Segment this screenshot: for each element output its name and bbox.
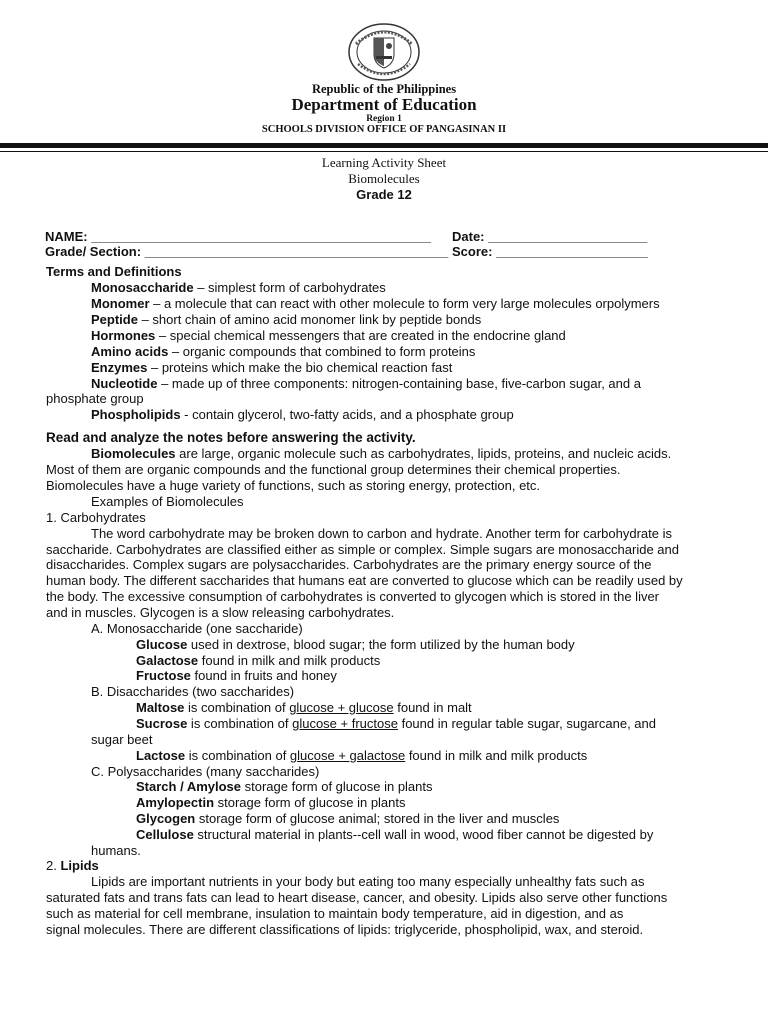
score-blank: _____________________: [496, 244, 648, 259]
name-blank: _______________________________________________: [91, 229, 432, 244]
list-item: Fructose found in fruits and honey: [136, 668, 337, 683]
region-label: Region 1: [366, 114, 402, 124]
paragraph-line: disaccharides. Complex sugars are polysaccharides. Carbohydrates are the primary energy source of the: [46, 557, 652, 572]
list-item: Starch / Amylose storage form of glucose in plants: [136, 779, 433, 794]
name-label: NAME:: [45, 229, 92, 244]
paragraph-line: and in muscles. Glycogen is a slow releasing carbohydrates.: [46, 605, 395, 620]
examples-heading: Examples of Biomolecules: [91, 494, 244, 509]
date-field[interactable]: [452, 229, 647, 244]
score-field[interactable]: [452, 244, 648, 259]
date-label: Date:: [452, 229, 489, 244]
paragraph-line: signal molecules. There are different classifications of lipids: triglyceride, phospholipid, wax, and steroid.: [46, 922, 644, 937]
header-rule-thin: [0, 151, 768, 152]
header-rule-thick: [0, 143, 768, 148]
term-item: Phospholipids - contain glycerol, two-fatty acids, and a phosphate group: [91, 407, 514, 422]
paragraph-line: human body. The different saccharides that humans eat are converted to glucose which can be readily used by: [46, 573, 683, 588]
list-item: Amylopectin storage form of glucose in plants: [136, 795, 406, 810]
paragraph-line: The word carbohydrate may be broken down to carbon and hydrate. Another term for carbohydrate is: [91, 526, 672, 541]
term-item: Monomer – a molecule that can react with other molecule to form very large molecules orpolymers: [91, 296, 660, 311]
list-item: Lactose is combination of glucose + galactose found in milk and milk products: [136, 748, 588, 763]
term-item-continued: phosphate group: [46, 391, 144, 406]
monosaccharide-heading: A. Monosaccharide (one saccharide): [91, 621, 303, 636]
grade-section-label: Grade/ Section:: [45, 244, 145, 259]
list-item-continued: sugar beet: [91, 732, 153, 747]
paragraph-line: Lipids are important nutrients in your body but eating too many especially unhealthy fats such as: [91, 874, 645, 889]
term-item: Peptide – short chain of amino acid monomer link by peptide bonds: [91, 312, 482, 327]
paragraph-line: the body. The excessive consumption of carbohydrates is converted to glycogen which is stored in the liver: [46, 589, 660, 604]
list-item: Sucrose is combination of glucose + fructose found in regular table sugar, sugarcane, and: [136, 716, 656, 731]
name-field[interactable]: [45, 229, 431, 244]
term-item: Amino acids – organic compounds that combined to form proteins: [91, 344, 476, 359]
list-item: Galactose found in milk and milk products: [136, 653, 381, 668]
lipids-heading: 2. Lipids: [46, 858, 99, 873]
grade-title: Grade 12: [356, 187, 412, 202]
term-item: Enzymes – proteins which make the bio chemical reaction fast: [91, 360, 453, 375]
paragraph-line: saturated fats and trans fats can lead to heart disease, cancer, and obesity. Lipids also serve other functions: [46, 890, 668, 905]
deped-seal-logo: [346, 22, 422, 82]
term-item: Hormones – special chemical messengers that are created in the endocrine gland: [91, 328, 566, 343]
division-label: SCHOOLS DIVISION OFFICE OF PANGASINAN II: [261, 124, 507, 135]
republic-label: Republic of the Philippines: [311, 82, 457, 96]
score-label: Score:: [452, 244, 497, 259]
list-item: Cellulose structural material in plants--cell wall in wood, wood fiber cannot be digested by: [136, 827, 654, 842]
sheet-title: Learning Activity Sheet: [321, 155, 447, 170]
paragraph-line: Biomolecules are large, organic molecule such as carbohydrates, lipids, proteins, and nucleic acids.: [91, 446, 672, 461]
polysaccharides-heading: C. Polysaccharides (many saccharides): [91, 764, 320, 779]
notes-heading: Read and analyze the notes before answering the activity.: [46, 430, 416, 445]
list-item: Glycogen storage form of glucose animal; stored in the liver and muscles: [136, 811, 560, 826]
paragraph-line: such as material for cell membrane, insulation to maintain body temperature, aid in digestion, and as: [46, 906, 624, 921]
term-item: Monosaccharide – simplest form of carbohydrates: [91, 280, 386, 295]
department-title: Department of Education: [291, 95, 477, 114]
disaccharides-heading: B. Disaccharides (two saccharides): [91, 684, 295, 699]
carbohydrates-heading: 1. Carbohydrates: [46, 510, 146, 525]
topic-title: Biomolecules: [348, 171, 420, 186]
paragraph-line: Most of them are organic compounds and the functional group determines their chemical properties.: [46, 462, 621, 477]
paragraph-line: Biomolecules have a huge variety of functions, such as storing energy, protection, etc.: [46, 478, 541, 493]
list-item-continued: humans.: [91, 843, 141, 858]
list-item: Maltose is combination of glucose + glucose found in malt: [136, 700, 472, 715]
grade-section-blank: __________________________________________: [144, 244, 449, 259]
grade-section-field[interactable]: [45, 244, 448, 259]
terms-heading: Terms and Definitions: [46, 264, 182, 279]
term-item: Nucleotide – made up of three components: nitrogen-containing base, five-carbon sugar, and a: [91, 376, 641, 391]
list-item: Glucose used in dextrose, blood sugar; the form utilized by the human body: [136, 637, 575, 652]
date-blank: ______________________: [488, 229, 648, 244]
paragraph-line: saccharide. Carbohydrates are classified either as simple or complex. Simple sugars are monosaccharide and: [46, 542, 679, 557]
